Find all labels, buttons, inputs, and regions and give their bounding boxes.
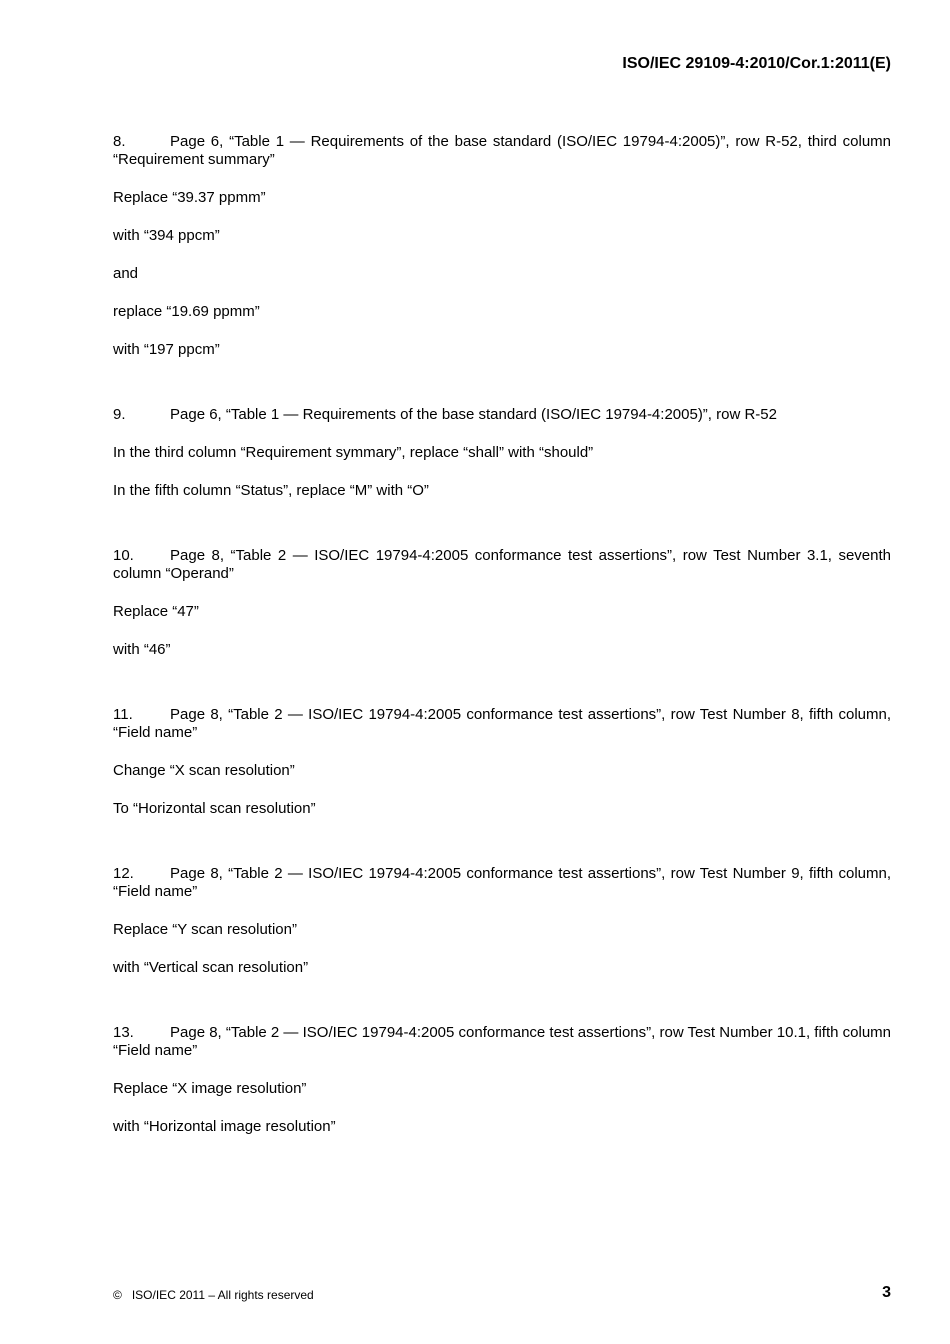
item-description: Page 6, “Table 1 — Requirements of the base standard (ISO/IEC 19794-4:2005)”, row R-52, third column “Requirement summary” — [113, 133, 891, 168]
item-heading — [113, 406, 891, 424]
copyright-icon: © — [113, 1288, 122, 1302]
item-heading — [113, 547, 891, 583]
correction-item-11 — [113, 706, 891, 818]
item-heading — [113, 706, 891, 742]
item-description: Page 8, “Table 2 — ISO/IEC 19794-4:2005 conformance test assertions”, row Test Number 3.1, seventh column “Operand” — [113, 547, 891, 582]
item-line: with “Horizontal image resolution” — [113, 1118, 336, 1135]
item-number: 12. — [113, 865, 134, 882]
item-line: with “Vertical scan resolution” — [113, 959, 309, 976]
correction-item-10 — [113, 547, 891, 659]
item-line: In the third column “Requirement symmary”, replace “shall” with “should” — [113, 444, 594, 461]
item-heading — [113, 865, 891, 901]
item-line: Replace “Y scan resolution” — [113, 921, 297, 938]
item-number: 8. — [113, 133, 126, 150]
item-description: Page 6, “Table 1 — Requirements of the base standard (ISO/IEC 19794-4:2005)”, row R-52 — [170, 406, 777, 423]
correction-item-9 — [113, 406, 891, 500]
correction-item-8 — [113, 133, 891, 359]
item-line: replace “19.69 ppmm” — [113, 303, 260, 320]
correction-item-13 — [113, 1024, 891, 1136]
copyright-text: ISO/IEC 2011 – All rights reserved — [131, 1288, 314, 1302]
item-line: Replace “X image resolution” — [113, 1080, 307, 1097]
item-line: Replace “47” — [113, 603, 199, 620]
item-number: 13. — [113, 1024, 134, 1041]
footer-copyright — [113, 1288, 314, 1302]
item-line: with “197 ppcm” — [113, 341, 220, 358]
item-description: Page 8, “Table 2 — ISO/IEC 19794-4:2005 conformance test assertions”, row Test Number 10.1, fifth column “Field name” — [113, 1024, 891, 1059]
item-line: In the fifth column “Status”, replace “M” with “O” — [113, 482, 429, 499]
item-line: and — [113, 265, 139, 282]
item-number: 11. — [113, 706, 133, 723]
item-line: Replace “39.37 ppmm” — [113, 189, 266, 206]
item-number: 10. — [113, 547, 134, 564]
page-number: 3 — [882, 1284, 891, 1301]
document-id-header: ISO/IEC 29109-4:2010/Cor.1:2011(E) — [622, 55, 891, 72]
item-heading — [113, 133, 891, 169]
item-line: with “394 ppcm” — [113, 227, 220, 244]
item-line: To “Horizontal scan resolution” — [113, 800, 316, 817]
correction-item-12 — [113, 865, 891, 977]
item-heading — [113, 1024, 891, 1060]
item-description: Page 8, “Table 2 — ISO/IEC 19794-4:2005 conformance test assertions”, row Test Number 8, fifth column, “Field name” — [113, 706, 891, 741]
item-line: with “46” — [113, 641, 171, 658]
item-number: 9. — [113, 406, 126, 423]
item-line: Change “X scan resolution” — [113, 762, 295, 779]
item-description: Page 8, “Table 2 — ISO/IEC 19794-4:2005 conformance test assertions”, row Test Number 9, fifth column, “Field name” — [113, 865, 891, 900]
document-body — [113, 133, 891, 1136]
